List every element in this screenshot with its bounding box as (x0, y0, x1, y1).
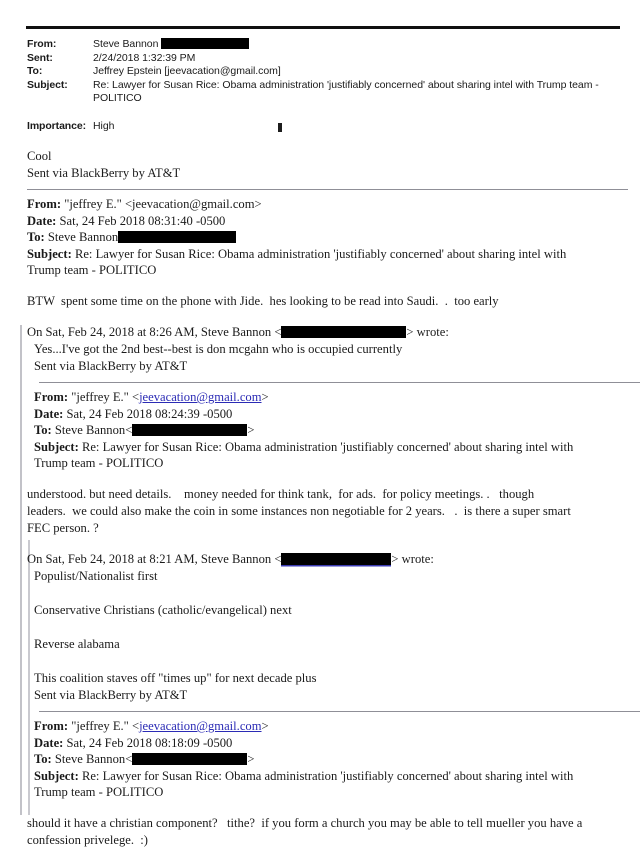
quoted-message-1-header (0, 196, 640, 279)
q3-from-name: "jeffrey E." < (71, 718, 140, 733)
spacer-g (34, 653, 640, 670)
q1-from-row (27, 196, 628, 213)
q1-to-value: Steve Bannon (47, 230, 119, 245)
subject-line-2: POLITICO (93, 92, 142, 105)
spacer-b (0, 310, 640, 324)
thread-separator-3 (39, 711, 640, 712)
scan-artifact-mark (278, 123, 282, 132)
redaction-bar-from-email (161, 38, 249, 49)
q1-date-label: Date: (27, 213, 57, 228)
q2-date-row (34, 406, 640, 423)
reply-2-line-4: This coalition staves off "times up" for next decade plus (34, 670, 317, 685)
quoted-message-1-body (0, 293, 640, 310)
q2-subject-label: Subject: (34, 439, 79, 454)
header-row-from (27, 38, 627, 52)
redaction-bar-q1-to (118, 231, 236, 243)
q3-from-row (34, 718, 640, 735)
redaction-bar-q3-to (132, 753, 247, 765)
subject-line-1: Re: Lawyer for Susan Rice: Obama administration 'justifiably concerned' about sharing intel with Trump team - (93, 78, 599, 91)
q3-subject-row-2: Trump team - POLITICO (34, 785, 164, 800)
reply-2-attribution-wrap (0, 551, 640, 568)
subject-value (93, 79, 627, 106)
reply-1-attr-post: > wrote: (406, 324, 449, 339)
spacer-a (0, 279, 640, 293)
q3-to-close: > (247, 752, 255, 767)
separator-wrap-3 (0, 711, 640, 712)
reply-1-attribution-wrap (0, 324, 640, 341)
q1-body-text: BTW spent some time on the phone with Jide. hes looking to be read into Saudi. . too early (27, 293, 499, 308)
sent-label: Sent: (27, 51, 53, 64)
reply-2-attr-post: > wrote: (391, 551, 434, 566)
importance-value: High (93, 119, 115, 132)
q3-date-value: Sat, 24 Feb 2018 08:18:09 -0500 (66, 735, 233, 750)
reply-2-line-1: Populist/Nationalist first (34, 568, 158, 583)
q1-subject-label: Subject: (27, 246, 72, 261)
from-value (93, 38, 627, 52)
q3-to-value: Steve Bannon< (54, 752, 133, 767)
q2-from-label: From: (34, 389, 69, 404)
message-top-line-2: Sent via BlackBerry by AT&T (27, 166, 181, 180)
spacer-e (34, 585, 640, 602)
q3-from-email-link[interactable]: jeevacation@gmail.com (139, 718, 262, 733)
reply-1-body (0, 341, 640, 375)
q3-subject-value: Re: Lawyer for Susan Rice: Obama administration 'justifiably concerned' about sharing intel with (81, 768, 574, 783)
to-label: To: (27, 65, 43, 78)
q3-date-label: Date: (34, 735, 64, 750)
q2-to-row (34, 422, 640, 439)
message-top-line-1: Cool (27, 149, 52, 163)
q2-body-line-1: understood. but need details. money needed for think tank, for ads. for policy meetings. . though (27, 486, 535, 501)
q2-to-value: Steve Bannon< (54, 423, 133, 438)
q2-body-line-2: leaders. we could also make the coin in some instances non negotiable for 2 years. . is there a super smart (27, 503, 571, 518)
q3-to-row (34, 751, 640, 768)
redaction-bar-q2-to (132, 424, 247, 436)
reply-2-line-3: Reverse alabama (34, 636, 120, 651)
header-row-importance (27, 120, 627, 134)
q3-subject-row (34, 768, 640, 785)
reply-2-attr-pre: On Sat, Feb 24, 2018 at 8:21 AM, Steve Bannon < (27, 551, 282, 566)
spacer-h (0, 801, 640, 815)
reply-2-line-2: Conservative Christians (catholic/evangelical) next (34, 602, 292, 617)
q1-date-value: Sat, 24 Feb 2018 08:31:40 -0500 (59, 213, 226, 228)
q2-from-name: "jeffrey E." < (71, 389, 140, 404)
email-body (0, 148, 640, 849)
q2-subject-row (34, 439, 640, 456)
reply-2-attribution (27, 551, 628, 568)
quoted-message-2-header (0, 389, 640, 472)
q2-body-line-3: FEC person. ? (27, 520, 99, 535)
from-sender-name: Steve Bannon (93, 38, 159, 50)
q3-body-line-2: confession privelege. :) (27, 832, 148, 847)
quoted-message-2-body (0, 486, 640, 537)
q1-date-row (27, 213, 628, 230)
q1-to-label: To: (27, 230, 45, 245)
q2-date-value: Sat, 24 Feb 2018 08:24:39 -0500 (66, 406, 233, 421)
reply-1-line-2: Sent via BlackBerry by AT&T (34, 358, 188, 373)
q1-to-row (27, 229, 628, 246)
q2-date-label: Date: (34, 406, 64, 421)
sent-value: 2/24/2018 1:32:39 PM (93, 51, 196, 64)
reply-2-body (0, 568, 640, 704)
q1-subject-row (27, 246, 628, 263)
thread-separator-2 (39, 382, 640, 383)
q2-to-label: To: (34, 423, 52, 438)
email-header-block (27, 38, 627, 134)
spacer-c (0, 472, 640, 486)
redaction-bar-reply-2 (281, 553, 391, 565)
header-spacer (27, 106, 627, 120)
q2-to-close: > (247, 423, 255, 438)
q2-from-close: > (261, 389, 269, 404)
header-row-to (27, 65, 627, 79)
message-top (0, 148, 640, 182)
top-horizontal-rule (26, 26, 620, 29)
q2-subject-value: Re: Lawyer for Susan Rice: Obama administration 'justifiably concerned' about sharing intel with (81, 439, 574, 454)
spacer-f (34, 619, 640, 636)
q2-from-row (34, 389, 640, 406)
q2-from-email-link[interactable]: jeevacation@gmail.com (139, 389, 262, 404)
thread-separator-1 (27, 189, 628, 190)
quoted-message-3-body (0, 815, 640, 849)
reply-1-attr-pre: On Sat, Feb 24, 2018 at 8:26 AM, Steve Bannon < (27, 324, 282, 339)
header-row-sent (27, 52, 627, 66)
quoted-message-3-header (0, 718, 640, 801)
q3-to-label: To: (34, 752, 52, 767)
separator-wrap-1 (0, 189, 640, 190)
header-row-subject (27, 79, 627, 106)
reply-1-line-1: Yes...I've got the 2nd best--best is don mcgahn who is occupied currently (34, 341, 403, 356)
q3-from-close: > (261, 718, 269, 733)
reply-1-attribution (27, 324, 628, 341)
q1-from-value: "jeffrey E." <jeevacation@gmail.com> (64, 197, 262, 211)
q1-from-label: From: (27, 197, 62, 211)
reply-2-line-5: Sent via BlackBerry by AT&T (34, 687, 188, 702)
from-label: From: (27, 38, 57, 50)
redaction-bar-reply-1 (281, 326, 406, 338)
subject-label: Subject: (27, 78, 68, 91)
separator-wrap-2 (0, 382, 640, 383)
importance-label: Importance: (27, 119, 86, 132)
q3-subject-label: Subject: (34, 768, 79, 783)
q2-subject-row-2: Trump team - POLITICO (34, 456, 164, 471)
spacer-d (0, 537, 640, 551)
q3-from-label: From: (34, 718, 69, 733)
q3-body-line-1: should it have a christian component? tithe? if you form a church you may be able to tell mueller you have a (27, 815, 583, 830)
q3-date-row (34, 735, 640, 752)
q1-subject-row-2: Trump team - POLITICO (27, 263, 157, 278)
to-value: Jeffrey Epstein [jeevacation@gmail.com] (93, 65, 281, 78)
q1-subject-value: Re: Lawyer for Susan Rice: Obama administration 'justifiably concerned' about sharing intel with (74, 246, 567, 261)
